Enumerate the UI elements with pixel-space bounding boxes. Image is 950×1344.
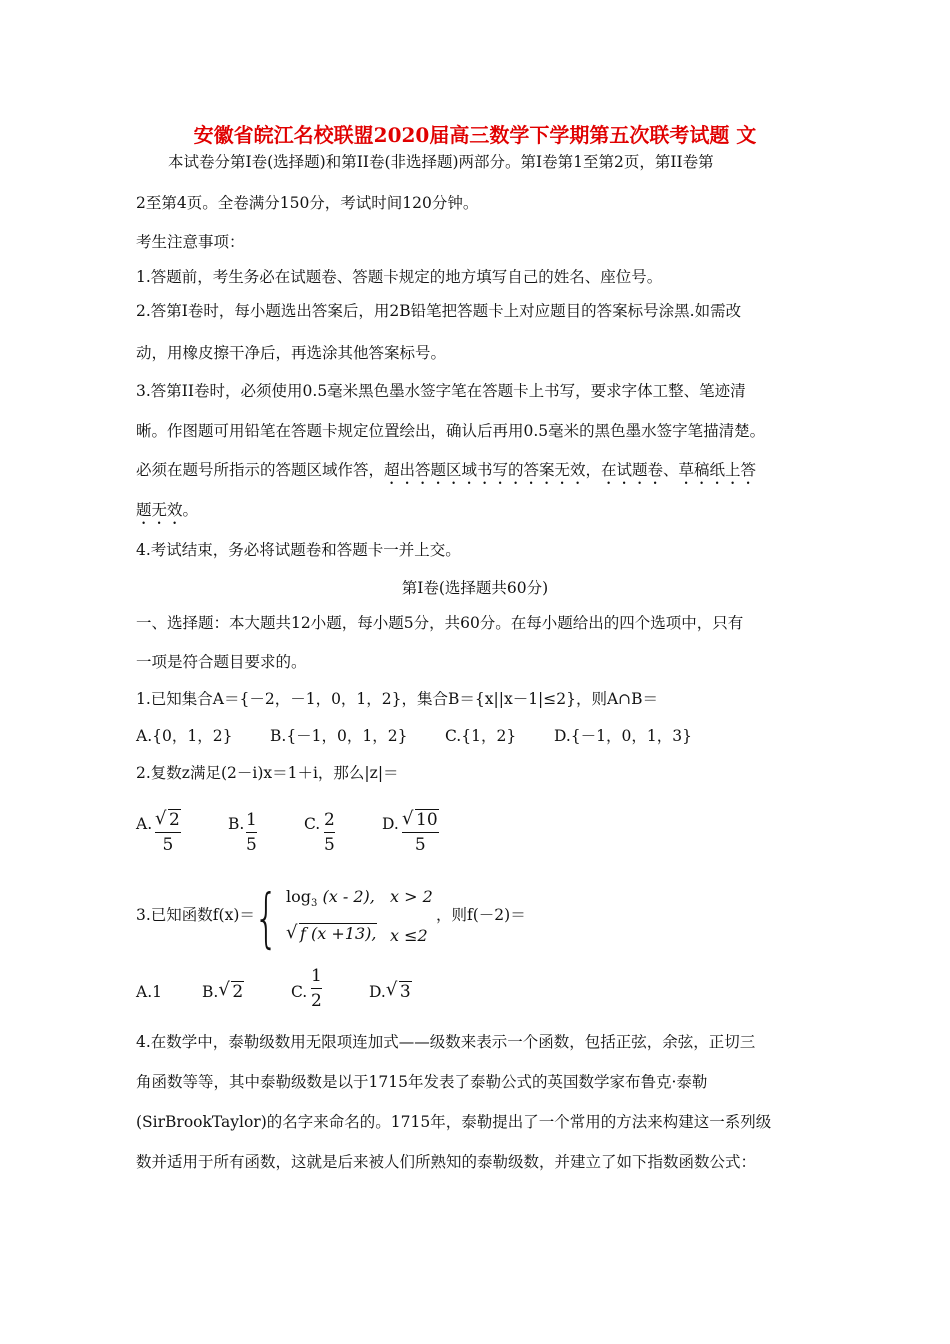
q4-line-1: 4.在数学中，泰勒级数用无限项连加式——级数来表示一个函数，包括正弦，余弦，正切三 (136, 1033, 756, 1051)
q4-line-4: 数并适用于所有函数，这就是后来被人们所熟知的泰勒级数，并建立了如下指数函数公式： (136, 1153, 757, 1171)
q2-option-a-denominator: 5 (162, 835, 174, 855)
q4-line-3: (SirBrookTaylor)的名字来命名的。1715年，泰勒提出了一个常用的方法来构建这一系列级 (136, 1113, 772, 1131)
q2-option-d-fraction (402, 810, 439, 855)
notice-3c-comma: ， (585, 461, 602, 479)
q2-option-c-numerator: 2 (324, 810, 335, 830)
notice-4: 4.考试结束，务必将试题卷和答题卡一并上交。 (136, 541, 461, 559)
notice-1: 1.答题前，考生务必在试题卷、答题卡规定的地方填写自己的姓名、座位号。 (136, 268, 663, 286)
q2-option-d-numerator: √ 10 (402, 808, 438, 830)
q1-option-d: D.{－1，0，1，3} (554, 727, 692, 745)
notice-3d-end: 。 (182, 501, 199, 519)
piecewise-brace: { (254, 882, 279, 956)
notice-3c-plain: 必须在题号所指示的答题区域作答， (136, 461, 385, 479)
q2-option-c-denominator: 5 (324, 835, 335, 855)
q2-option-a-label: A. (136, 815, 153, 833)
notice-3c (136, 460, 756, 488)
q2-option-a-numerator: √ 2 (155, 808, 180, 830)
q3-option-b: B. √ 2 (202, 979, 244, 1002)
q2-option-b-label: B. (228, 815, 245, 833)
q2-stem: 2.复数z满足(2－i)x＝1＋i，那么|z|＝ (136, 764, 399, 782)
q3-case-2-expression: √ f (x +13), (286, 922, 377, 943)
section-title: 第Ⅰ卷(选择题共60分) (401, 579, 549, 597)
notice-3d-emphasis: 题无效 (136, 501, 183, 519)
notice-3a: 3.答第II卷时，必须使用0.5毫米黑色墨水签字笔在答题卡上书写，要求字体工整、笔迹清 (136, 382, 746, 400)
notice-2a: 2.答第Ⅰ卷时，每小题选出答案后，用2B铅笔把答题卡上对应题目的答案标号涂黑.如需改 (136, 302, 742, 320)
q3-stem-pre: 3.已知函数f(x)＝ (136, 906, 255, 924)
part1-line-1: 一、选择题：本大题共12小题，每小题5分，共60分。在每小题给出的四个选项中，只有 (136, 614, 744, 632)
q2-option-b-fraction (246, 810, 257, 855)
q1-option-c: C.{1，2} (445, 727, 517, 745)
part1-line-2: 一项是符合题目要求的。 (136, 653, 307, 671)
intro-line-1: 本试卷分第Ⅰ卷(选择题)和第II卷(非选择题)两部分。第Ⅰ卷第1至第2页，第II卷第 (168, 153, 714, 171)
q1-option-b: B.{－1，0，1，2} (270, 727, 408, 745)
q4-line-2: 角函数等等，其中泰勒级数是以于1715年发表了泰勒公式的英国数学家布鲁克·泰勒 (136, 1073, 708, 1091)
q2-option-c-fraction (324, 810, 335, 855)
notice-2b: 动，用橡皮擦干净后，再选涂其他答案标号。 (136, 344, 447, 362)
q3-option-a: A.1 (136, 983, 162, 1001)
q3-stem-post: ，则f(－2)＝ (436, 906, 526, 924)
q2-option-d-denominator: 5 (414, 835, 426, 855)
notice-3c-emphasis-1: 超出答题区域书写的答案无效 (384, 461, 586, 479)
q3-option-c-numerator: 1 (311, 966, 322, 986)
notice-3b: 晰。作图题可用铅笔在答题卡规定位置绘出，确认后再用0.5毫米的黑色墨水签字笔描清楚。 (136, 422, 766, 440)
q2-option-b-denominator: 5 (246, 835, 257, 855)
q2-option-c-label: C. (304, 815, 321, 833)
q2-option-b-numerator: 1 (246, 810, 257, 830)
q2-option-d-label: D. (382, 815, 399, 833)
q3-case-1-expression: $\log_3 (x - 2)$, (286, 887, 375, 910)
q3-option-d: D. √ 3 (369, 979, 411, 1002)
q2-option-a-fraction (155, 810, 181, 855)
intro-line-2: 2至第4页。全卷满分150分，考试时间120分钟。 (136, 194, 479, 212)
notice-3d (136, 500, 198, 528)
document-title: 安徽省皖江名校联盟2020届高三数学下学期第五次联考试题 文 (193, 123, 757, 147)
q3-option-c-fraction (311, 966, 322, 1011)
notice-heading: 考生注意事项： (136, 233, 245, 251)
q3-option-c-denominator: 2 (311, 991, 322, 1011)
q1-option-a: A.{0，1，2} (136, 727, 233, 745)
notice-3c-emphasis-2: 在试题卷、草稿纸上答 (601, 461, 757, 479)
q3-option-c-label: C. (291, 983, 308, 1001)
q3-case-2-condition: x ≤2 (390, 926, 428, 945)
q3-case-1-condition: x > 2 (390, 887, 433, 906)
q1-stem: 1.已知集合A＝{－2，－1，0，1，2}，集合B＝{x||x－1|≤2}，则A∩B＝ (136, 690, 659, 708)
